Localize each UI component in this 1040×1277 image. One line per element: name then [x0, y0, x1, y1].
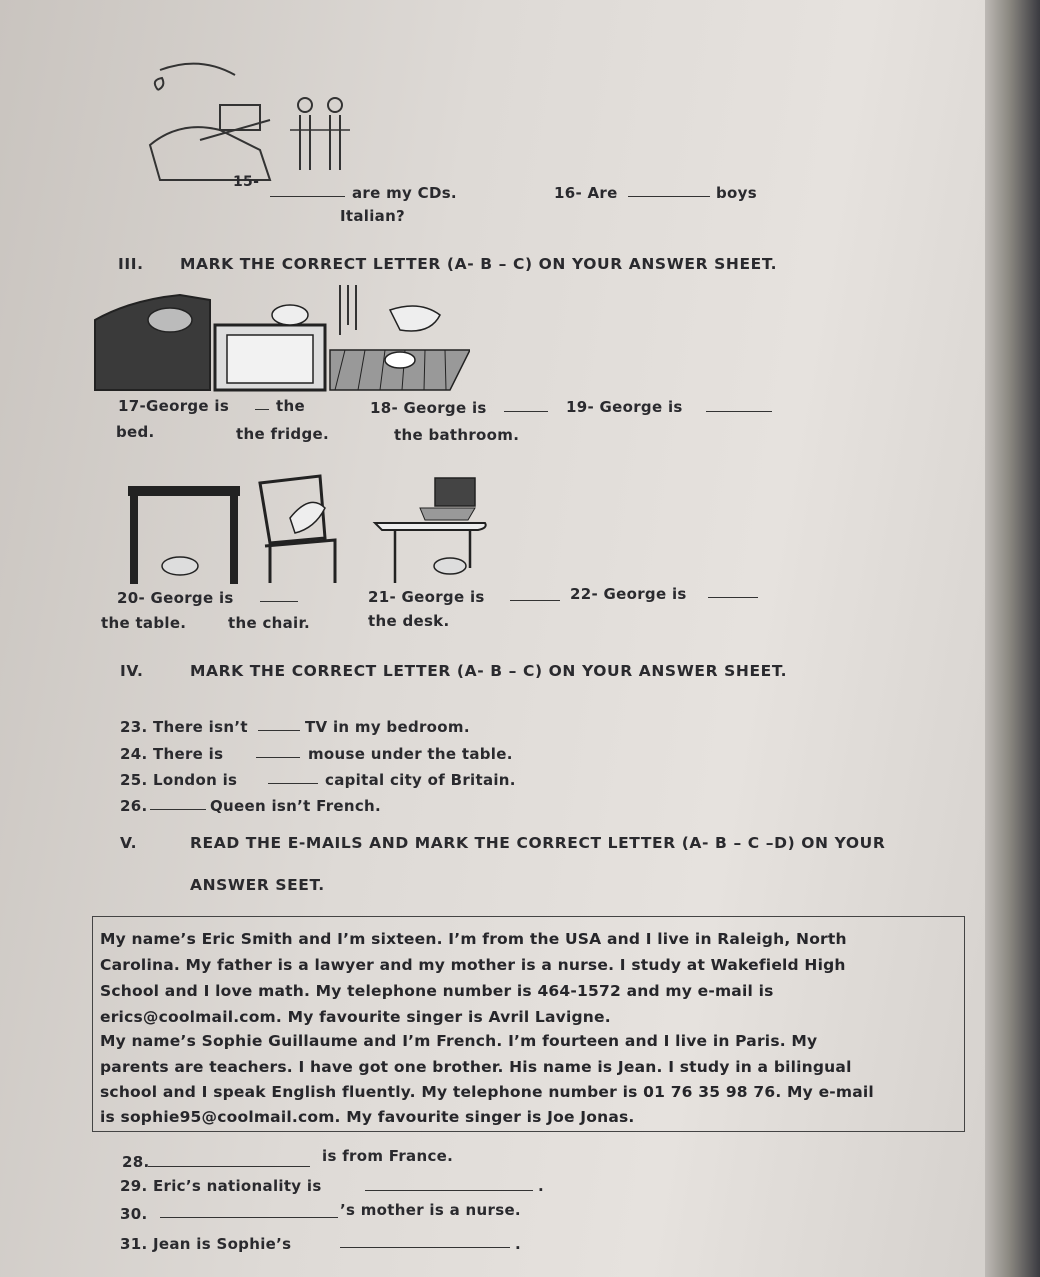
q28-text-post: is from France.: [322, 1147, 454, 1165]
q23-text: 23. There isn’t: [120, 718, 248, 736]
section4-title: MARK THE CORRECT LETTER (A- B – C) ON YOUR ANSWER SHEET.: [190, 662, 788, 680]
q22-blank: [708, 584, 758, 602]
q31-text-post: .: [515, 1235, 521, 1253]
q19-text: 19- George is: [566, 398, 683, 416]
q17-text-b: the: [276, 397, 305, 415]
q22-text-b: the desk.: [368, 612, 450, 630]
q19-blank: [706, 398, 772, 416]
q20-text: 20- George is: [117, 589, 234, 607]
q25-text-post: capital city of Britain.: [325, 771, 516, 789]
q16-text: 16- Are: [554, 184, 618, 202]
table-chair-desk-illustration: [120, 468, 490, 586]
email-line-3: School and I love math. My telephone number is 464-1572 and my e-mail is: [100, 982, 774, 1000]
q23-blank: [258, 717, 300, 735]
q21-blank: [510, 587, 560, 605]
q29-text: 29. Eric’s nationality is: [120, 1177, 322, 1195]
q28-blank: [148, 1153, 310, 1171]
q21-text-b: the chair.: [228, 614, 311, 632]
q18-blank: [504, 398, 548, 416]
q31-blank: [340, 1234, 510, 1252]
email-line-6: parents are teachers. I have got one brother. His name is Jean. I study in a bilingual: [100, 1058, 852, 1076]
q26-text-post: Queen isn’t French.: [210, 797, 382, 815]
q20-blank: [260, 588, 298, 606]
q15-line2: Italian?: [340, 207, 406, 225]
q15-blank: [270, 183, 345, 201]
q25-blank: [268, 770, 318, 788]
q21-text: 21- George is: [368, 588, 485, 606]
q24-text-post: mouse under the table.: [308, 745, 513, 763]
q26-text: 26.: [120, 797, 148, 815]
email-line-1: My name’s Eric Smith and I’m sixteen. I’m from the USA and I live in Raleigh, North: [100, 930, 847, 948]
q15-text: are my CDs.: [352, 184, 457, 202]
q20-text-b: the table.: [101, 614, 187, 632]
email-line-5: My name’s Sophie Guillaume and I’m French. I’m fourteen and I live in Paris. My: [100, 1032, 818, 1050]
section3-number: III.: [118, 255, 144, 273]
q15-number: 15-: [233, 174, 260, 190]
q22-text: 22- George is: [570, 585, 687, 603]
page-edge-shadow: [985, 0, 1040, 1277]
section5-title: READ THE E-MAILS AND MARK THE CORRECT LETTER (A- B – C –D) ON YOUR: [190, 834, 886, 852]
q16-text-post: boys: [716, 184, 757, 202]
section4-number: IV.: [120, 662, 144, 680]
q16-blank: [628, 183, 710, 201]
q29-blank: [365, 1177, 533, 1195]
email-line-4: erics@coolmail.com. My favourite singer is Avril Lavigne.: [100, 1008, 611, 1026]
q19-text-b: the bathroom.: [394, 426, 520, 444]
q28-text: 28.: [122, 1153, 150, 1171]
q30-text-post: ’s mother is a nurse.: [340, 1201, 521, 1219]
bed-fridge-bathroom-illustration: [90, 280, 470, 395]
q24-text: 24. There is: [120, 745, 224, 763]
q17-blank: [255, 396, 269, 414]
q30-text: 30.: [120, 1205, 148, 1223]
q30-blank: [160, 1204, 338, 1222]
section5-number: V.: [120, 834, 138, 852]
email-line-2: Carolina. My father is a lawyer and my mother is a nurse. I study at Wakefield High: [100, 956, 846, 974]
q31-text: 31. Jean is Sophie’s: [120, 1235, 292, 1253]
section3-title: MARK THE CORRECT LETTER (A- B – C) ON YOUR ANSWER SHEET.: [180, 255, 778, 273]
q23-text-post: TV in my bedroom.: [305, 718, 470, 736]
q17-text: 17-George is: [118, 397, 230, 415]
man-with-cds-illustration: [140, 50, 380, 185]
q29-text-post: .: [538, 1177, 544, 1195]
section5-title-line2: ANSWER SEET.: [190, 876, 325, 894]
email-line-8: is sophie95@coolmail.com. My favourite singer is Joe Jonas.: [100, 1108, 635, 1126]
q24-blank: [256, 744, 300, 762]
q17-text-c: bed.: [116, 423, 155, 441]
email-line-7: school and I speak English fluently. My telephone number is 01 76 35 98 76. My e-mail: [100, 1083, 874, 1101]
q18-text: 18- George is: [370, 399, 487, 417]
q18-text-b: the fridge.: [236, 425, 329, 443]
q26-blank: [150, 796, 206, 814]
q25-text: 25. London is: [120, 771, 238, 789]
